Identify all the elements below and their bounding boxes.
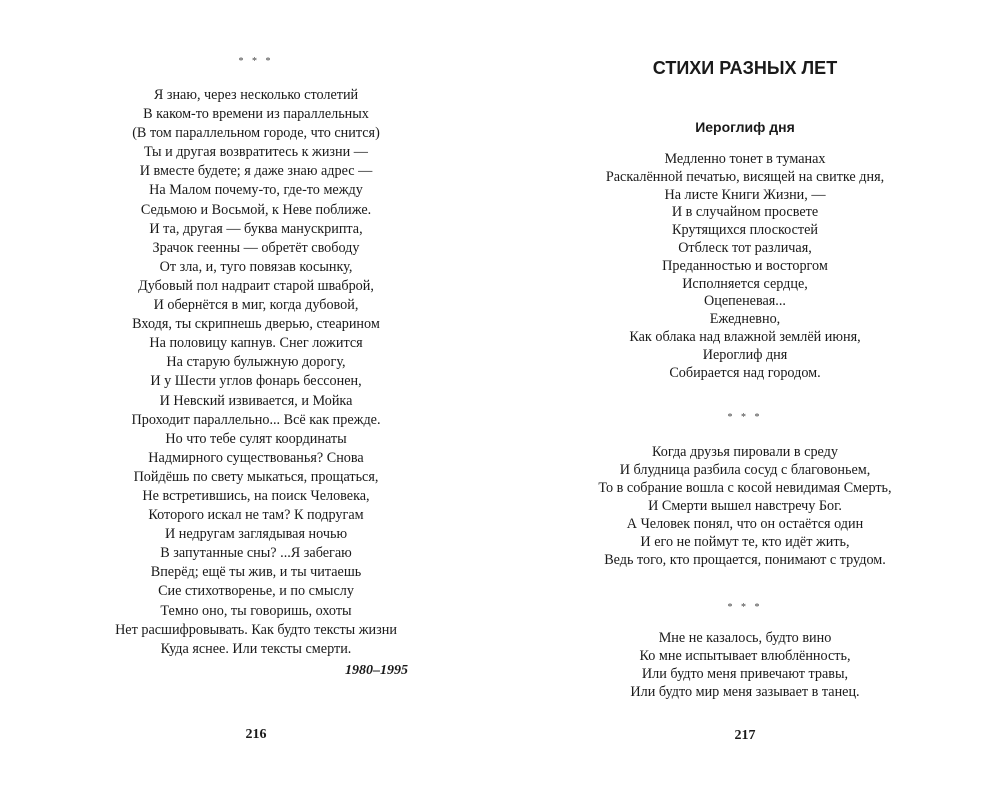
poem-line: Ведь того, кто прощается, понимают с трудом. — [604, 552, 886, 568]
poem-line: Надмирного существованья? Снова — [148, 449, 364, 466]
poem-line: Как облака над влажной землёй июня, — [629, 328, 861, 345]
poem-line: Зрачок геенны — обретёт свободу — [152, 239, 360, 256]
poem-line: (В том параллельном городе, что снится) — [132, 125, 380, 142]
poem-line: В каком-то времени из параллельных — [143, 106, 369, 123]
poem-line: Исполняется сердце, — [682, 275, 808, 292]
poem-line: Или будто мир меня зазывает в танец. — [630, 684, 860, 700]
poem-line: Иероглиф дня — [702, 346, 788, 363]
poem-line: Темно оно, ты говоришь, охоты — [160, 602, 352, 619]
poem-line: Нет расшифровывать. Как будто тексты жизни — [115, 621, 397, 638]
poem-line: Седьмою и Восьмой, к Неве поближе. — [140, 201, 372, 218]
poem-line: И его не поймут те, кто идёт жить, — [640, 534, 850, 550]
poem-line: Медленно тонет в туманах — [664, 151, 826, 167]
poem-line: Когда друзья пировали в среду — [652, 444, 838, 460]
poem-line: Преданностью и восторгом — [662, 257, 828, 274]
poem-text — [545, 629, 945, 701]
poem-line: Дубовый пол надраит старой шваброй, — [138, 277, 374, 294]
poem-line: То в собрание вошла с косой невидимая Смерть, — [598, 480, 892, 496]
poem-line: Отблеск тот различая, — [678, 239, 812, 256]
poem-line: Ежедневно, — [709, 311, 781, 328]
right-page — [500, 0, 1000, 800]
poem-line: И в случайном просвете — [671, 204, 819, 221]
poem-line: И та, другая — буква манускрипта, — [149, 220, 363, 237]
poem-line: Куда яснее. Или тексты смерти. — [160, 640, 352, 657]
poem-date: 1980–1995 — [345, 663, 408, 678]
poem-line: И блудница разбила сосуд с благовоньем, — [619, 462, 871, 478]
poem-line: От зла, и, туго повязав косынку, — [159, 258, 353, 275]
poem-line: На Малом почему-то, где-то между — [149, 182, 363, 199]
page-number: 216 — [245, 727, 267, 742]
poem-line: Собирается над городом. — [669, 364, 821, 381]
poem-line: Входя, ты скрипнешь дверью, стеарином — [132, 316, 380, 333]
poem-line: В запутанные сны? ...Я забегаю — [160, 545, 352, 562]
poem-line: И вместе будете; я даже знаю адрес — — [139, 163, 373, 180]
poem-line: Оцепеневая... — [704, 293, 786, 310]
poem-line: А Человек понял, что он остаётся один — [626, 516, 864, 532]
section-separator: * * * — [727, 412, 763, 423]
section-title: СТИХИ РАЗНЫХ ЛЕТ — [652, 58, 838, 78]
poem-line: На половицу капнув. Снег ложится — [149, 335, 363, 352]
poem-line: Мне не казалось, будто вино — [658, 630, 832, 646]
poem-title: Иероглиф дня — [695, 119, 795, 135]
poem-line: Я знаю, через несколько столетий — [153, 87, 359, 103]
poem-text — [545, 151, 945, 382]
poem-line: Вперёд; ещё ты жив, и ты читаешь — [150, 564, 362, 581]
poem-line: Раскалённой печатью, висящей на свитке дня, — [605, 168, 885, 185]
poem-text — [545, 443, 945, 569]
poem-line: Проходит параллельно... Всё как прежде. — [131, 411, 381, 428]
poem-line: И недругам заглядывая ночью — [164, 526, 348, 543]
poem-line: Но что тебе сулят координаты — [165, 430, 347, 447]
section-separator: * * * — [727, 602, 763, 613]
poem-line: Ко мне испытывает влюблённость, — [639, 648, 851, 664]
section-separator: * * * — [238, 56, 274, 67]
poem-line: И Невский извивается, и Мойка — [159, 392, 353, 409]
poem-line: Не встретившись, на поиск Человека, — [142, 487, 370, 504]
poem-line: И обернётся в миг, когда дубовой, — [153, 297, 359, 314]
poem-line: Которого искал не там? К подругам — [148, 507, 364, 524]
poem-line: На листе Книги Жизни, — — [664, 186, 826, 203]
poem-line: И Смерти вышел навстречу Бог. — [648, 498, 842, 514]
poem-line: Или будто меня привечают травы, — [641, 666, 849, 682]
poem-line: Пойдёшь по свету мыкаться, прощаться, — [133, 468, 379, 485]
poem-line: И у Шести углов фонарь бессонен, — [150, 373, 362, 390]
poem-line: Крутящихся плоскостей — [672, 222, 818, 239]
poem-line: На старую булыжную дорогу, — [166, 354, 346, 371]
poem-line: Сие стихотворенье, и по смыслу — [158, 583, 354, 600]
poem-line: Ты и другая возвратитесь к жизни — — [144, 144, 368, 161]
page-number: 217 — [734, 728, 756, 743]
poem-text — [56, 86, 456, 659]
